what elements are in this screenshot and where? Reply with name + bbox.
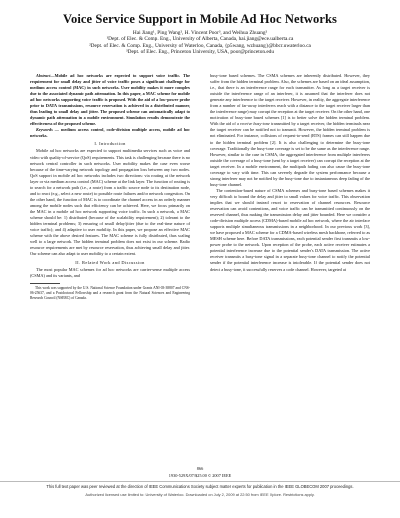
affiliation-1: ¹Dept. of Elec. & Comp. Eng., University of Alberta, Canada, hai.jiang@ece.ualberta.ca [106,36,294,43]
introduction-paragraph: Mobile ad hoc networks are expected to support multimedia services such as voice and video with quality-of-service (QoS) requirements. This task is challenging because there is no network central controller in such networks. User mobility makes the case even worse because of the time-varying network topology and propagation loss between any two nodes. QoS support in mobile ad hoc networks includes two directions: via routing at the network layer or via medium access control (MAC) scheme at the link layer. The function of routing is to search for a network path (i.e., a route) from a traffic source node to its destination node, and to react (e.g., select a new route) to possible route failures and/or network congestion. On the other hand, the function of MAC is to coordinate the channel access in an orderly manner among the mobile nodes such that efficiency can be achieved. Here, we focus primarily on the MAC in a mobile ad hoc network supporting voice traffic. In such a network, a MAC scheme should be: 1) distributed (because of the scalability requirement); 2) tolerant to the hidden terminal problems; 3) ensuring of small delay/jitter (due to the real-time nature of voice traffic); and 4) adaptive to user mobility. In this paper, we propose an effective MAC scheme with the above desired features. The MAC scheme is fully distributed, thus scaling well to a large network. The hidden terminal problem does not exist in our scheme. Radio resource requirements are met by resource reservation, thus achieving small delay and jitter. Our scheme can also adapt to user mobility to a certain extent. [30,148,190,257]
keywords [30,127,190,139]
footnote-divider [30,283,60,284]
license-note: Authorized licensed use limited to: University of Waterloo. Downloaded on July 2, 2009 at 22:50 from IEEE Xplore. Restrictions apply. [85,492,315,497]
funding-footnote: This work was supported by the U.S. National Science Foundation under Grants ANI-03-38807 and CNS-06-25637, and a Postdoctoral Fellowship and a research grant from the Natural Sciences and Engineering Research Council (NSERC) of Canada. [30,286,190,301]
abstract-label: Abstract— [36,73,55,78]
page-number: 866 [196,466,204,471]
abstract-text: Mobile ad hoc networks are expected to support voice traffic. The requirement for small delay and jitter of voice traffic poses a significant challenge for medium access control (MAC) in such networks. User mobility makes it more complex due to the associated dynamic path attenuation. In this paper, a MAC scheme for mobile ad hoc networks supporting voice traffic is proposed. With the aid of a low-power probe prior to DATA transmissions, resource reservation is achieved in a distributed manner, thus leading to small delay and jitter. The proposed scheme can automatically adapt to dynamic path attenuation in a mobile environment. Simulation results demonstrate the effectiveness of the proposed scheme. [30,73,190,126]
author-block [0,30,400,55]
keywords-label: Keywords [36,126,53,132]
body-text: busy-tone based schemes. The CSMA schemes are inherently distributed. However, they suffer from the hidden terminal problem. Also, the schemes are based on an ideal assumption, i.e., that there is an interference range for each transmitter. As long as a target receiver is outside the interference range of an interferer, it is assumed that the interferer does not generate any interference to the target receiver. However, in reality, the aggregate interference from a number of far-away interferers reach with a distance to the target receiver larger than the interference range) may corrupt the reception at the target receiver. On the other hand, one motivation of busy-tone based schemes [1] is to better solve the hidden terminal problem. With the aid of a [210,73,370,127]
review-note: This full text paper was peer reviewed at the direction of IEEE Communications Society subject matter experts for publication in the IEEE GLOBECOM 2007 proceedings. [46,484,354,489]
abstract [30,73,190,127]
right-column [210,73,370,273]
keywords-text: — medium access control, code-division multiple access, mobile ad hoc networks. [30,126,190,138]
body-italic: receive busy-tone [240,121,270,127]
related-work-paragraph: The most popular MAC schemes for ad hoc networks are carrier-sense multiple access (CSMA) and its variants, and [30,267,190,279]
body-paragraph: The contention-based nature of CSMA schemes and busy-tone based schemes makes it very difficult to bound the delay and jitter to small values for voice traffic. This observation implies that we should instead resort to reservation of channel resources. Resource reservation can avoid contentions, and voice traffic can be transmitted continuously on the reserved channel, thus making the transmission delay and jitter bounded. Here we consider a code-division multiple access (CDMA)-based mobile ad hoc network, where the air interface supports multiple simultaneous transmissions in a neighborhood. In our previous work [3], we have proposed a MAC scheme for a CDMA-based wireless mesh backbone, referred to as MESH scheme here. Before DATA transmissions, each potential sender first transmits a low-power probe to the network. Upon reception of the probe, each active receiver estimates a potential interference increase due to the potential sender's DATA transmission. The active receiver transmits a busy-tone signal in a separate busy-tone channel to notify the potential sender if the potential interference increase is intolerable. If the potential sender does not detect a busy-tone, it successfully reserves a code channel. However, targeted at [210,187,370,272]
footer-divider [0,481,400,482]
author-names: Hai Jiang¹, Ping Wang², H. Vincent Poor³, and Weihua Zhuang² [132,30,268,36]
left-column [30,73,190,301]
affiliation-3: ³Dept. of Elec. Eng., Princeton University, USA, poor@princeton.edu [126,48,274,55]
affiliation-2: ²Dept. of Elec. & Comp. Eng., University of Waterloo, Canada, {p5wang, wzhuang}@bbcr.uwaterloo.ca [89,42,311,49]
isbn-line: 1930-529X/07/$25.00 © 2007 IEEE [168,473,232,478]
body-text-continued: transmitted by a target receiver, the hidden terminals near the target receiver can be notified not to transmit. However, the hidden terminal problem is not eliminated. For instance, collisions of request-to-send (RTS) frames can still happen due to the hidden terminal problem [2]. It is also challenging to determine the busy-tone coverage. Traditionally the busy-tone coverage is set to be the same as the interference range. However, similar to the case in CSMA, the aggregated interference from multiple interferers outside the coverage of a busy-tone (sent by a target receiver) can corrupt the reception at the target receiver. In a mobile environment, the multipath fading can also cause the busy-tone coverage to vary with time. This can severely degrade the system performance because a strong interferer may not be notified by the busy-tone due to instantaneous deep fading of the busy-tone channel. [210,121,370,187]
paper-title: Voice Service Support in Mobile Ad Hoc Networks [62,12,338,26]
section-heading-introduction: I. Introduction [94,141,126,147]
body-paragraph [210,73,370,188]
section-heading-related-work: II. Related Work and Discussion [75,260,145,266]
